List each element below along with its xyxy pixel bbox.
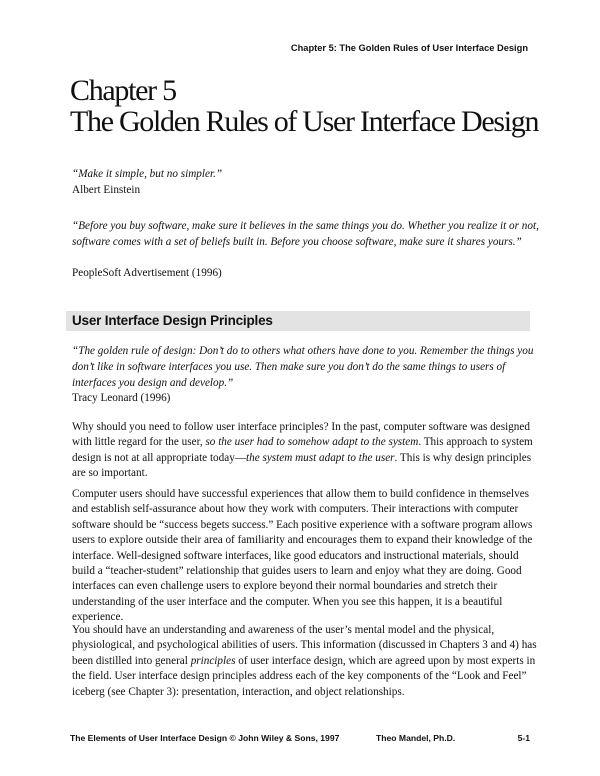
emphasis: so the user had to somehow adapt to the system: [205, 436, 419, 449]
epigraph-attribution: Albert Einstein: [72, 184, 141, 196]
section-quote-attribution: Tracy Leonard (1996): [72, 392, 171, 404]
chapter-name: The Golden Rules of User Interface Design: [70, 105, 539, 138]
body-paragraph: Why should you need to follow user interface principles? In the past, computer software was designed with little regard for the user, so the user had to somehow adapt to the system. This approach to system design is not at all appropriate today—the system must adapt to the user. This is why design principles are so important.: [72, 421, 533, 480]
section-quote: “The golden rule of design: Don’t do to others what others have done to you. Remember the things you don’t like in software interfaces you use. Then make sure you don’t do the same things to users of interfaces you design and develop.”: [72, 345, 534, 389]
emphasis: the system must adapt to the user: [246, 451, 395, 464]
body-paragraph: Computer users should have successful experiences that allow them to build confidence in themselves and establish self-assurance about how they work with computers. Their interactions with computer software should be “success begets success.” Each positive experience with a software program allows users to explore outside their area of familiarity and encourages them to expand their knowledge of the interface. Well-designed software interfaces, like good educators and instructional materials, should build a “teacher-student” relationship that guides users to learn and enjoy what they are doing. Good interfaces can even challenge users to explore beyond their normal boundaries and stretch their understanding of the user interface and the computer. When you see this happen, it is a beautiful experience.: [72, 488, 533, 624]
footer-author: Theo Mandel, Ph.D.: [376, 733, 456, 743]
chapter-number: Chapter 5: [70, 74, 176, 107]
section-heading: User Interface Design Principles: [72, 313, 273, 328]
body-paragraph: You should have an understanding and awareness of the user’s mental model and the physical, physiological, and psychological abilities of users. This information (discussed in Chapters 3 and 4) has been distilled into general principles of user interface design, which are agreed upon by most experts in the field. User interface design principles address each of the key components of the “Look and Feel” iceberg (see Chapter 3): presentation, interaction, and object relationships.: [72, 624, 537, 698]
footer-copyright: The Elements of User Interface Design © John Wiley & Sons, 1997: [70, 733, 340, 743]
chapter-title: [70, 75, 540, 137]
epigraph-attribution: PeopleSoft Advertisement (1996): [72, 267, 222, 279]
page-number: 5-1: [517, 733, 530, 743]
running-header: Chapter 5: The Golden Rules of User Interface Design: [290, 43, 528, 53]
epigraph-quote: “Make it simple, but no simpler.”: [72, 168, 223, 180]
epigraph-quote: “Before you buy software, make sure it believes in the same things you do. Whether you realize it or not, software comes with a set of beliefs built in. Before you choose software, make sure it shares yours.”: [72, 220, 539, 248]
emphasis: principles: [190, 654, 236, 667]
